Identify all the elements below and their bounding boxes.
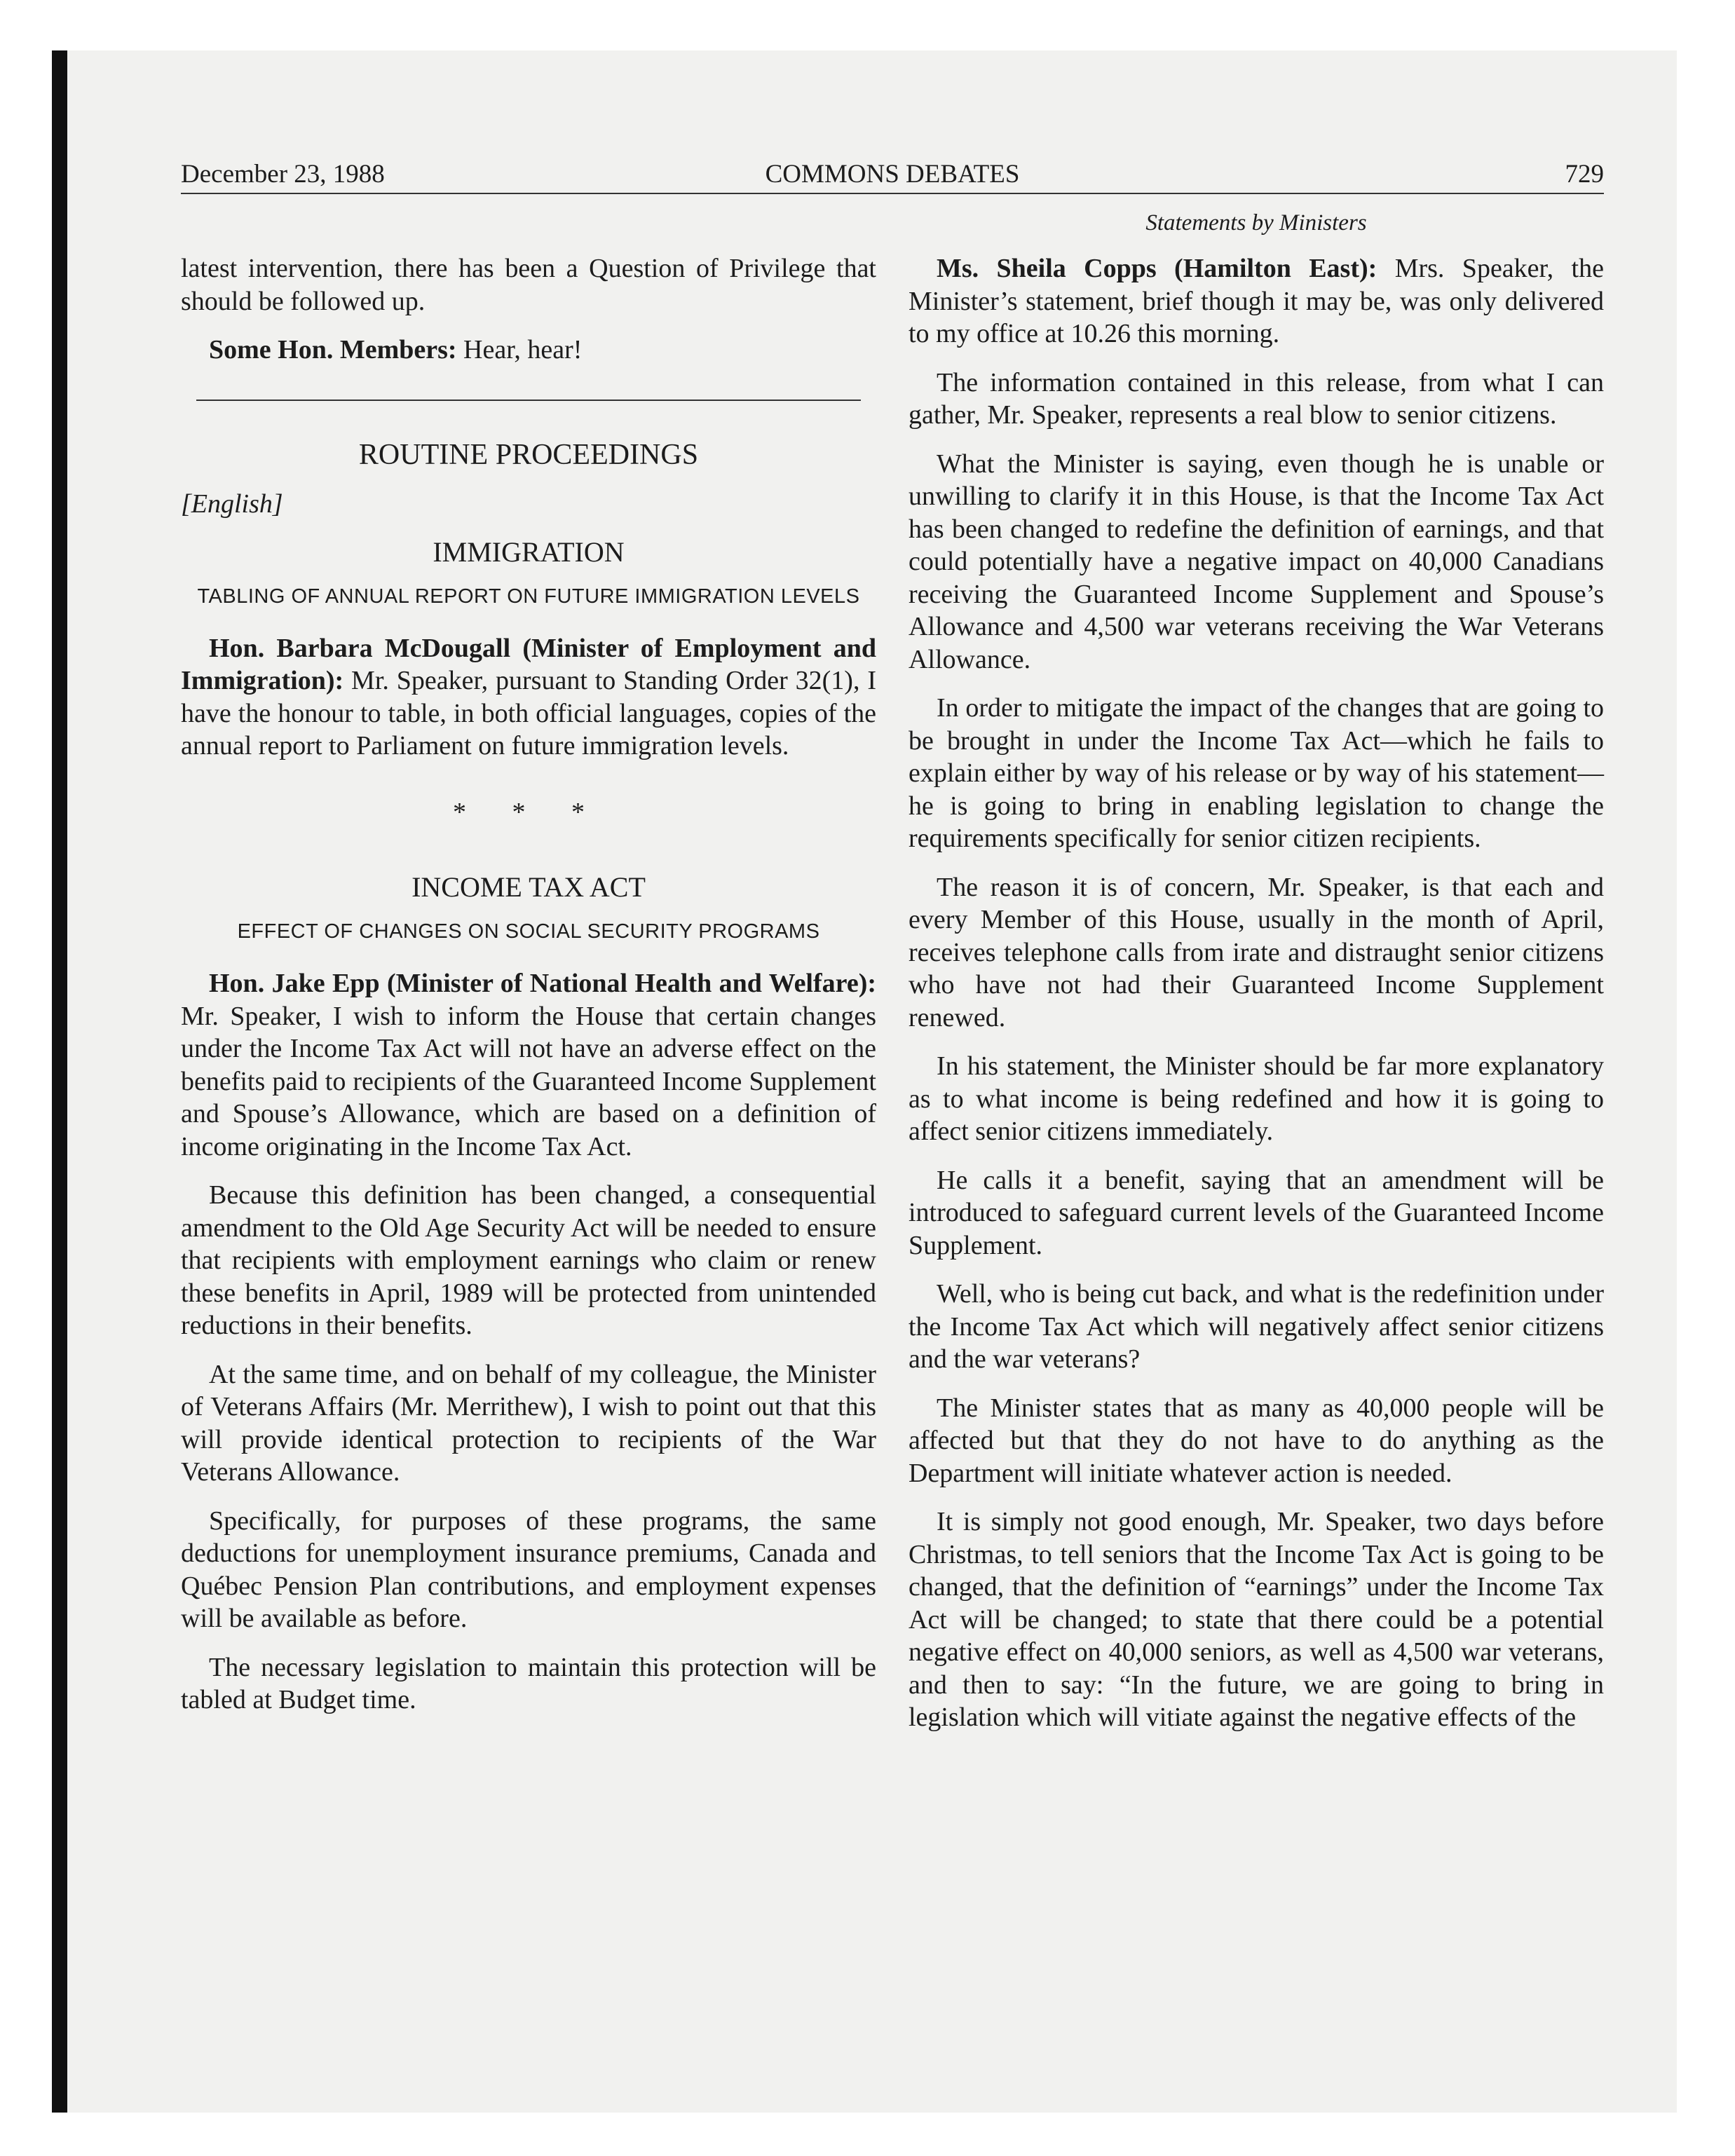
section-rule	[196, 400, 861, 401]
paragraph: Because this definition has been changed, a consequential amendment to the Old Age Security Act will be needed to ensure that recipients with employment earnings who claim or renew these benefits in April, 1989 will be protected from unintended reductions in their benefits.	[181, 1180, 876, 1340]
paragraph	[181, 967, 876, 1163]
right-column	[909, 252, 1604, 1750]
paragraph: latest intervention, there has been a Question of Privilege that should be followed up.	[181, 254, 876, 316]
paragraph: The necessary legislation to maintain this protection will be tabled at Budget time.	[181, 1652, 876, 1714]
header-publication: COMMONS DEBATES	[765, 160, 1020, 189]
speech-text: Mr. Speaker, pursuant to Standing Order 32(1), I have the honour to table, in both official languages, copies of the annual report to Parliament on future immigration levels.	[181, 666, 876, 760]
speaker-name: Ms. Sheila Copps (Hamilton East):	[937, 254, 1377, 283]
paragraph: In his statement, the Minister should be far more explanatory as to what income is being redefined and how it is going to affect senior citizens immediately.	[909, 1051, 1604, 1146]
paragraph: Specifically, for purposes of these programs, the same deductions for unemployment insurance premiums, Canada and Québec Pension Plan contributions, and employment expenses will be available as before.	[181, 1506, 876, 1633]
subheading-immigration: TABLING OF ANNUAL REPORT ON FUTURE IMMIGRATION LEVELS	[197, 585, 860, 608]
speech-text: Hear, hear!	[456, 335, 583, 364]
paragraph: In order to mitigate the impact of the changes that are going to be brought in under the Income Tax Act—which he fails to explain either by way of his release or by way of his statement—he is going to bring in enabling legislation to change the requirements specifically for senior citizen recipients.	[909, 693, 1604, 853]
paragraph: What the Minister is saying, even though he is unable or unwilling to clarify it in this House, is that the Income Tax Act has been changed to redefine the definition of earnings, and that could potentially have a negative impact on 40,000 Canadians receiving the Guaranteed Income Supplement and Spouse’s Allowance and 4,500 war veterans receiving the War Veterans Allowance.	[909, 449, 1604, 674]
paragraph	[181, 632, 876, 763]
page-header	[181, 154, 1604, 195]
left-column	[181, 252, 876, 1733]
paragraph: At the same time, and on behalf of my colleague, the Minister of Veterans Affairs (Mr. Merrithew), I wish to point out that this will provide identical protection to recipients of the War Veterans Allowance.	[181, 1359, 876, 1487]
section-separator: * * *	[453, 797, 604, 827]
speaker-name: Hon. Barbara McDougall (Minister of Employment and Immigration):	[181, 633, 876, 695]
paragraph: The Minister states that as many as 40,000 people will be affected but that they do not have to do anything as the Department will initiate whatever action is needed.	[909, 1393, 1604, 1488]
speaker-name: Hon. Jake Epp (Minister of National Health and Welfare):	[209, 969, 876, 998]
heading-income-tax-act: INCOME TAX ACT	[411, 871, 646, 903]
paragraph: It is simply not good enough, Mr. Speaker, two days before Christmas, to tell seniors that the Income Tax Act is going to be changed, that the definition of “earnings” under the Income Tax Act will be changed; to state that there could be a potential negative effect on 40,000 seniors, as well as 4,500 war veterans, and then to say: “In the future, we are going to bring in legislation which will vitiate against the negative effects of the	[909, 1507, 1604, 1732]
paragraph: He calls it a benefit, saying that an amendment will be introduced to safeguard current levels of the Guaranteed Income Supplement.	[909, 1165, 1604, 1260]
header-page-number: 729	[1565, 160, 1604, 189]
speaker-name: Some Hon. Members:	[209, 335, 457, 364]
paragraph	[181, 334, 876, 367]
language-tag: [English]	[181, 489, 283, 519]
paragraph	[909, 252, 1604, 350]
binding-edge	[52, 50, 67, 2113]
paragraph: The information contained in this release, from what I can gather, Mr. Speaker, represents a real blow to senior citizens.	[909, 367, 1604, 430]
speech-text: Mrs. Speaker, the Minister’s statement, brief though it may be, was only delivered to my office at 10.26 this morning.	[909, 254, 1604, 348]
header-rule	[181, 193, 1604, 194]
running-head: Statements by Ministers	[1145, 210, 1367, 236]
subheading-income-tax: EFFECT OF CHANGES ON SOCIAL SECURITY PROGRAMS	[237, 920, 820, 943]
heading-routine-proceedings: ROUTINE PROCEEDINGS	[358, 438, 699, 471]
heading-immigration: IMMIGRATION	[433, 535, 625, 568]
speech-text: Mr. Speaker, I wish to inform the House that certain changes under the Income Tax Act will not have an adverse effect on the benefits paid to recipients of the Guaranteed Income Supplement and Spouse’s Allowance, which are based on a definition of income originating in the Income Tax Act.	[181, 1001, 876, 1161]
paragraph: Well, who is being cut back, and what is the redefinition under the Income Tax Act which will negatively affect senior citizens and the war veterans?	[909, 1279, 1604, 1374]
paragraph: The reason it is of concern, Mr. Speaker, is that each and every Member of this House, usually in the month of April, receives telephone calls from irate and distraught senior citizens who have not had their Guaranteed Income Supplement renewed.	[909, 872, 1604, 1032]
header-date: December 23, 1988	[181, 160, 385, 189]
